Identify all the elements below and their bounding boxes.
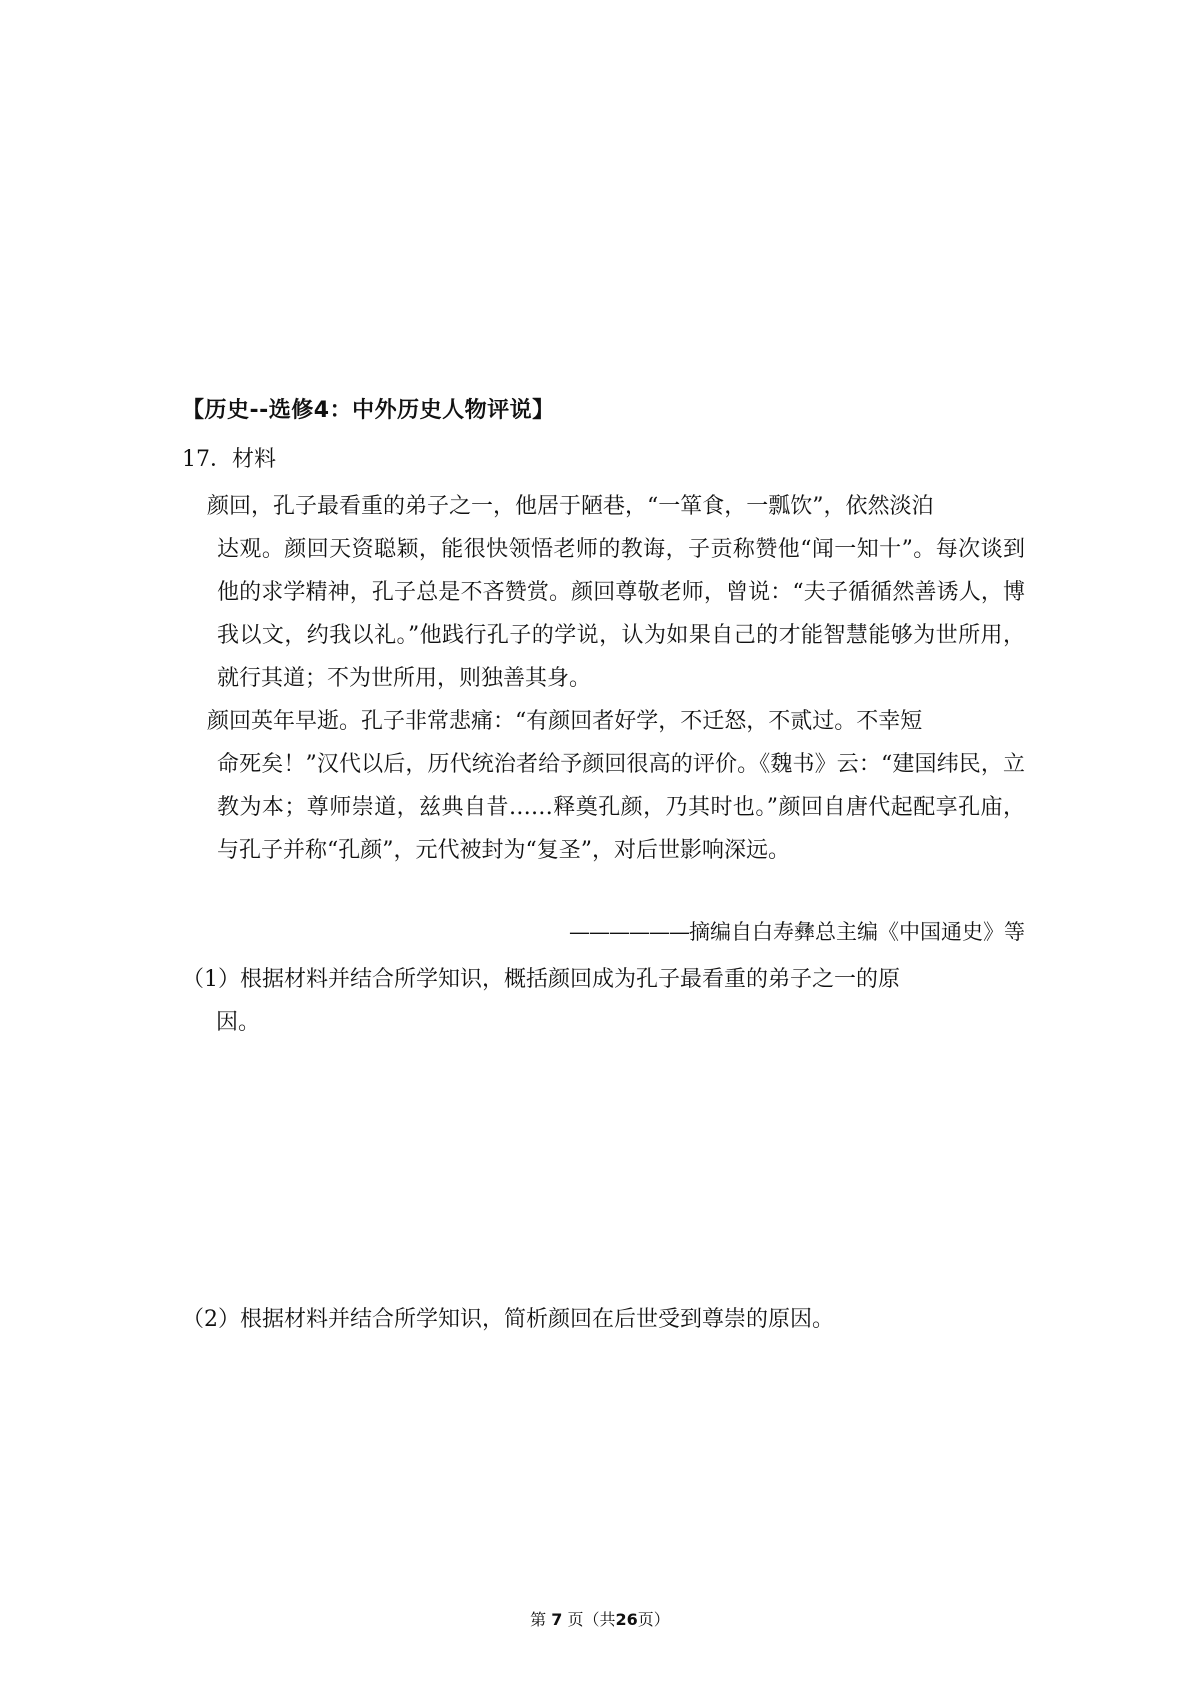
source-dashes: —————— [569,920,689,944]
source-text: 摘编自白寿彝总主编《中国通史》等 [689,920,1025,944]
footer-middle: 页（共 [567,1610,616,1629]
material-paragraph-2 [207,700,1025,872]
section-title: 【历史--选修4：中外历史人物评说】 [182,398,555,423]
question-number: 17．材料 [182,447,276,472]
sub-question-2-text: 根据材料并结合所学知识，简析颜回在后世受到尊崇的原因。 [240,1307,835,1332]
page-footer [0,1607,1200,1630]
footer-prefix: 第 [530,1610,547,1629]
sub-question-1-text: 根据材料并结合所学知识，概括颜回成为孔子最看重的弟子之一的原 [240,967,901,992]
material-block [207,485,1025,872]
footer-suffix: 页） [637,1610,670,1629]
source-citation [569,916,1025,946]
material-paragraph-1 [207,485,1025,700]
sub-question-2-label: （2） [182,1307,240,1332]
paragraph-1-body: 达观。颜回天资聪颖，能很快领悟老师的教诲，子贡称赞他“闻一知十”。每次谈到他的求学精神，孔子总是不吝赞赏。颜回尊敬老师，曾说：“夫子循循然善诱人，博我以文，约我以礼。”他践行孔子的学说，认为如果自己的才能智慧能够为世所用，就行其道；不为世所用，则独善其身。 [217,537,1025,691]
paragraph-2-body: 命死矣！”汉代以后，历代统治者给予颜回很高的评价。《魏书》云：“建国纬民，立教为本；尊师崇道，兹典自昔……释奠孔颜，乃其时也。”颜回自唐代起配享孔庙，与孔子并称“孔颜”，元代被封为“复圣”，对后世影响深远。 [217,752,1025,863]
paragraph-1-first-line: 颜回，孔子最看重的弟子之一，他居于陋巷，“一箪食，一瓢饮”，依然淡泊 [207,494,934,519]
sub-question-1-label: （1） [182,967,240,992]
footer-page-number: 7 [551,1610,563,1629]
paragraph-2-first-line: 颜回英年早逝。孔子非常悲痛：“有颜回者好学，不迁怒，不贰过。不幸短 [207,709,923,734]
sub-question-1-continuation: 因。 [216,1010,261,1035]
footer-total-pages: 26 [615,1610,638,1629]
sub-question-1 [182,958,1025,1044]
sub-question-2 [182,1298,1025,1341]
